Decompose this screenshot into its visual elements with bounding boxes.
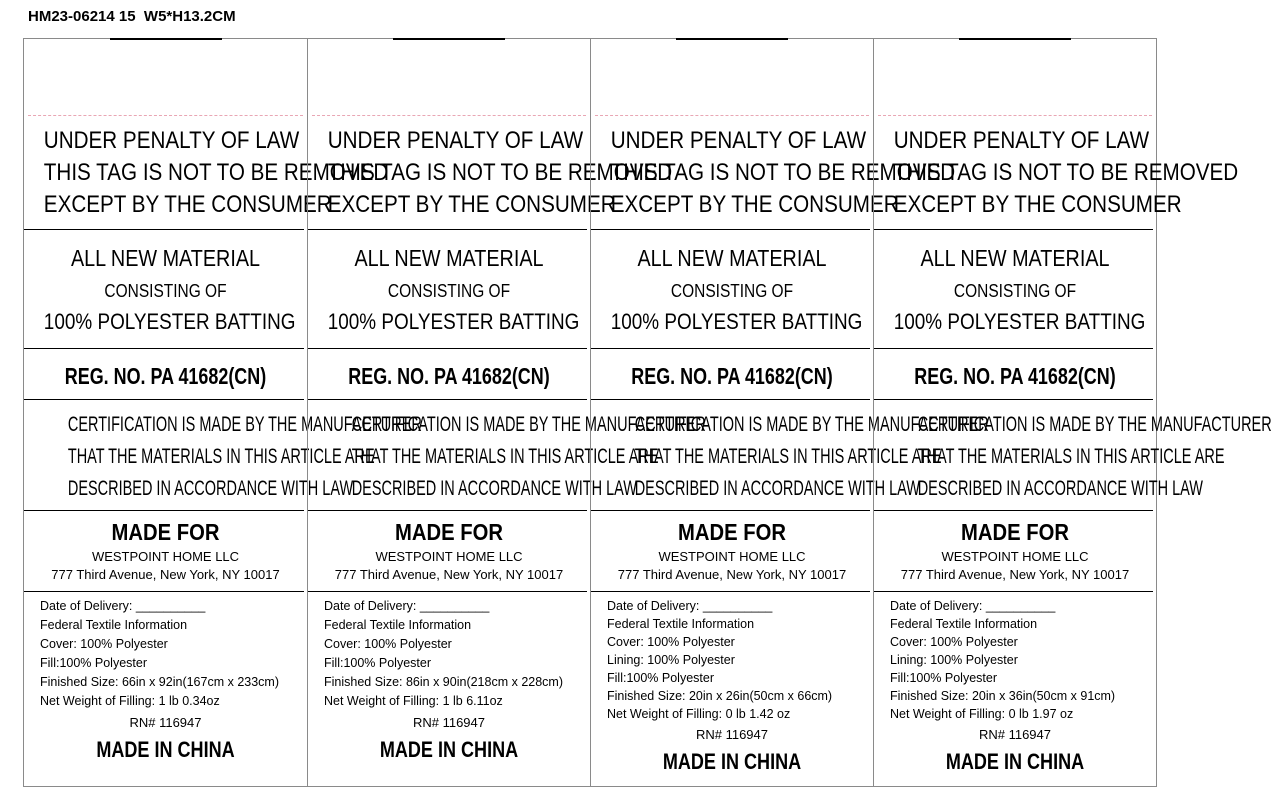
textile-info-line: Date of Delivery: __________: [40, 599, 206, 613]
cert-line: THAT THE MATERIALS IN THIS ARTICLE ARE: [634, 445, 942, 468]
textile-info-line: Federal Textile Information: [324, 618, 472, 632]
tag-top-mark: [110, 38, 222, 40]
cert-line: CERTIFICATION IS MADE BY THE MANUFACTURER: [67, 413, 422, 436]
textile-info-line: Fill:100% Polyester: [324, 656, 431, 670]
company-name: WESTPOINT HOME LLC: [375, 549, 523, 564]
divider: [24, 510, 304, 511]
material-heading: ALL NEW MATERIAL: [70, 245, 261, 271]
law-warning: [610, 125, 956, 221]
material-heading: ALL NEW MATERIAL: [637, 245, 827, 271]
law-line: THIS TAG IS NOT TO BE REMOVED: [893, 159, 1239, 186]
textile-info-line: Federal Textile Information: [40, 618, 188, 632]
textile-info-line: Finished Size: 66in x 92in(167cm x 233cm): [40, 675, 280, 689]
textile-info-line: Federal Textile Information: [890, 617, 1038, 631]
cert-line: CERTIFICATION IS MADE BY THE MANUFACTURER: [351, 413, 706, 436]
cert-line: THAT THE MATERIALS IN THIS ARTICLE ARE: [67, 445, 375, 468]
material-heading: ALL NEW MATERIAL: [354, 245, 544, 271]
registration-number: REG. NO. PA 41682(CN): [914, 363, 1116, 389]
textile-info-line: Date of Delivery: __________: [890, 599, 1056, 613]
textile-info-line: Fill:100% Polyester: [607, 671, 714, 685]
rn-number: RN# 116947: [129, 715, 202, 730]
divider: [874, 510, 1153, 511]
divider: [24, 591, 304, 592]
divider: [308, 229, 587, 230]
fold-line: [312, 115, 586, 116]
divider: [874, 591, 1153, 592]
textile-info-line: Net Weight of Filling: 1 lb 6.11oz: [324, 694, 503, 708]
fold-line: [28, 115, 303, 116]
divider: [24, 399, 304, 400]
fold-line: [595, 115, 869, 116]
textile-info-line: Fill:100% Polyester: [890, 671, 997, 685]
law-line: UNDER PENALTY OF LAW: [610, 127, 867, 154]
law-line: EXCEPT BY THE CONSUMER: [893, 191, 1182, 218]
divider: [591, 591, 870, 592]
made-for-heading: MADE FOR: [961, 519, 1069, 545]
cert-line: DESCRIBED IN ACCORDANCE WITH LAW: [917, 477, 1203, 500]
textile-info-line: Net Weight of Filling: 1 lb 0.34oz: [40, 694, 220, 708]
company-address: 777 Third Avenue, New York, NY 10017: [51, 567, 280, 582]
law-line: THIS TAG IS NOT TO BE REMOVED: [43, 159, 389, 186]
law-line: EXCEPT BY THE CONSUMER: [327, 191, 616, 218]
cert-line: THAT THE MATERIALS IN THIS ARTICLE ARE: [917, 445, 1225, 468]
divider: [308, 510, 587, 511]
tag-top-mark: [959, 38, 1071, 40]
law-line: UNDER PENALTY OF LAW: [327, 127, 584, 154]
divider: [591, 229, 870, 230]
divider: [24, 229, 304, 230]
country-of-origin: MADE IN CHINA: [662, 749, 802, 774]
registration-number: REG. NO. PA 41682(CN): [64, 363, 267, 389]
law-tag: [873, 39, 1272, 786]
certification-statement: [917, 409, 1272, 505]
divider: [591, 348, 870, 349]
law-warning: [893, 125, 1239, 221]
rn-number: RN# 116947: [412, 715, 486, 730]
company-address: 777 Third Avenue, New York, NY 10017: [900, 567, 1130, 582]
textile-info-line: Cover: 100% Polyester: [607, 635, 735, 649]
law-warning: [327, 125, 673, 221]
material-content: 100% POLYESTER BATTING: [893, 309, 1146, 334]
material-content: 100% POLYESTER BATTING: [43, 309, 296, 334]
tag-sheet: [23, 38, 1272, 787]
rn-number: RN# 116947: [978, 727, 1052, 742]
made-for-heading: MADE FOR: [678, 519, 786, 545]
divider: [308, 348, 587, 349]
divider: [308, 591, 587, 592]
made-for-heading: MADE FOR: [111, 519, 220, 545]
textile-info-line: Net Weight of Filling: 0 lb 1.97 oz: [890, 707, 1074, 721]
material-heading: ALL NEW MATERIAL: [920, 245, 1110, 271]
law-line: UNDER PENALTY OF LAW: [893, 127, 1150, 154]
tag-top-mark: [676, 38, 788, 40]
made-for-heading: MADE FOR: [395, 519, 503, 545]
material-content: 100% POLYESTER BATTING: [327, 309, 580, 334]
rn-number: RN# 116947: [695, 727, 769, 742]
textile-info-line: Date of Delivery: __________: [607, 599, 773, 613]
company-name: WESTPOINT HOME LLC: [941, 549, 1089, 564]
divider: [591, 399, 870, 400]
cert-line: CERTIFICATION IS MADE BY THE MANUFACTURER: [634, 413, 989, 436]
textile-info-line: Date of Delivery: __________: [324, 599, 490, 613]
textile-info-line: Finished Size: 20in x 26in(50cm x 66cm): [607, 689, 833, 703]
law-line: EXCEPT BY THE CONSUMER: [43, 191, 332, 218]
material-sub: CONSISTING OF: [670, 281, 794, 301]
material-sub: CONSISTING OF: [104, 281, 227, 301]
material-sub: CONSISTING OF: [387, 281, 511, 301]
textile-info-line: Cover: 100% Polyester: [324, 637, 452, 651]
divider: [24, 348, 304, 349]
cert-line: DESCRIBED IN ACCORDANCE WITH LAW: [634, 477, 920, 500]
fold-line: [878, 115, 1152, 116]
cert-line: CERTIFICATION IS MADE BY THE MANUFACTURER: [917, 413, 1272, 436]
document-header: HM23-06214 15 W5*H13.2CM: [28, 8, 236, 25]
certification-statement: [634, 409, 989, 505]
certification-statement: [67, 409, 422, 505]
textile-info-line: Lining: 100% Polyester: [607, 653, 735, 667]
country-of-origin: MADE IN CHINA: [379, 737, 519, 762]
divider: [308, 399, 587, 400]
registration-number: REG. NO. PA 41682(CN): [631, 363, 833, 389]
divider: [874, 348, 1153, 349]
company-address: 777 Third Avenue, New York, NY 10017: [334, 567, 564, 582]
law-line: UNDER PENALTY OF LAW: [43, 127, 300, 154]
cert-line: DESCRIBED IN ACCORDANCE WITH LAW: [351, 477, 637, 500]
textile-info-line: Net Weight of Filling: 0 lb 1.42 oz: [607, 707, 791, 721]
company-name: WESTPOINT HOME LLC: [658, 549, 806, 564]
textile-info-line: Federal Textile Information: [607, 617, 755, 631]
divider: [874, 229, 1153, 230]
textile-info-line: Fill:100% Polyester: [40, 656, 147, 670]
divider: [874, 399, 1153, 400]
textile-info-line: Cover: 100% Polyester: [40, 637, 168, 651]
company-name: WESTPOINT HOME LLC: [91, 549, 240, 564]
law-line: EXCEPT BY THE CONSUMER: [610, 191, 899, 218]
textile-info-line: Finished Size: 86in x 90in(218cm x 228cm): [324, 675, 564, 689]
tag-top-mark: [393, 38, 505, 40]
law-warning: [43, 125, 389, 221]
textile-info-line: Cover: 100% Polyester: [890, 635, 1018, 649]
country-of-origin: MADE IN CHINA: [945, 749, 1085, 774]
law-line: THIS TAG IS NOT TO BE REMOVED: [610, 159, 956, 186]
cert-line: THAT THE MATERIALS IN THIS ARTICLE ARE: [351, 445, 659, 468]
textile-info-line: Finished Size: 20in x 36in(50cm x 91cm): [890, 689, 1116, 703]
certification-statement: [351, 409, 706, 505]
country-of-origin: MADE IN CHINA: [96, 737, 235, 762]
material-content: 100% POLYESTER BATTING: [610, 309, 863, 334]
registration-number: REG. NO. PA 41682(CN): [348, 363, 550, 389]
textile-info-line: Lining: 100% Polyester: [890, 653, 1018, 667]
cert-line: DESCRIBED IN ACCORDANCE WITH LAW: [67, 477, 354, 500]
divider: [591, 510, 870, 511]
company-address: 777 Third Avenue, New York, NY 10017: [617, 567, 847, 582]
law-line: THIS TAG IS NOT TO BE REMOVED: [327, 159, 673, 186]
material-sub: CONSISTING OF: [953, 281, 1077, 301]
